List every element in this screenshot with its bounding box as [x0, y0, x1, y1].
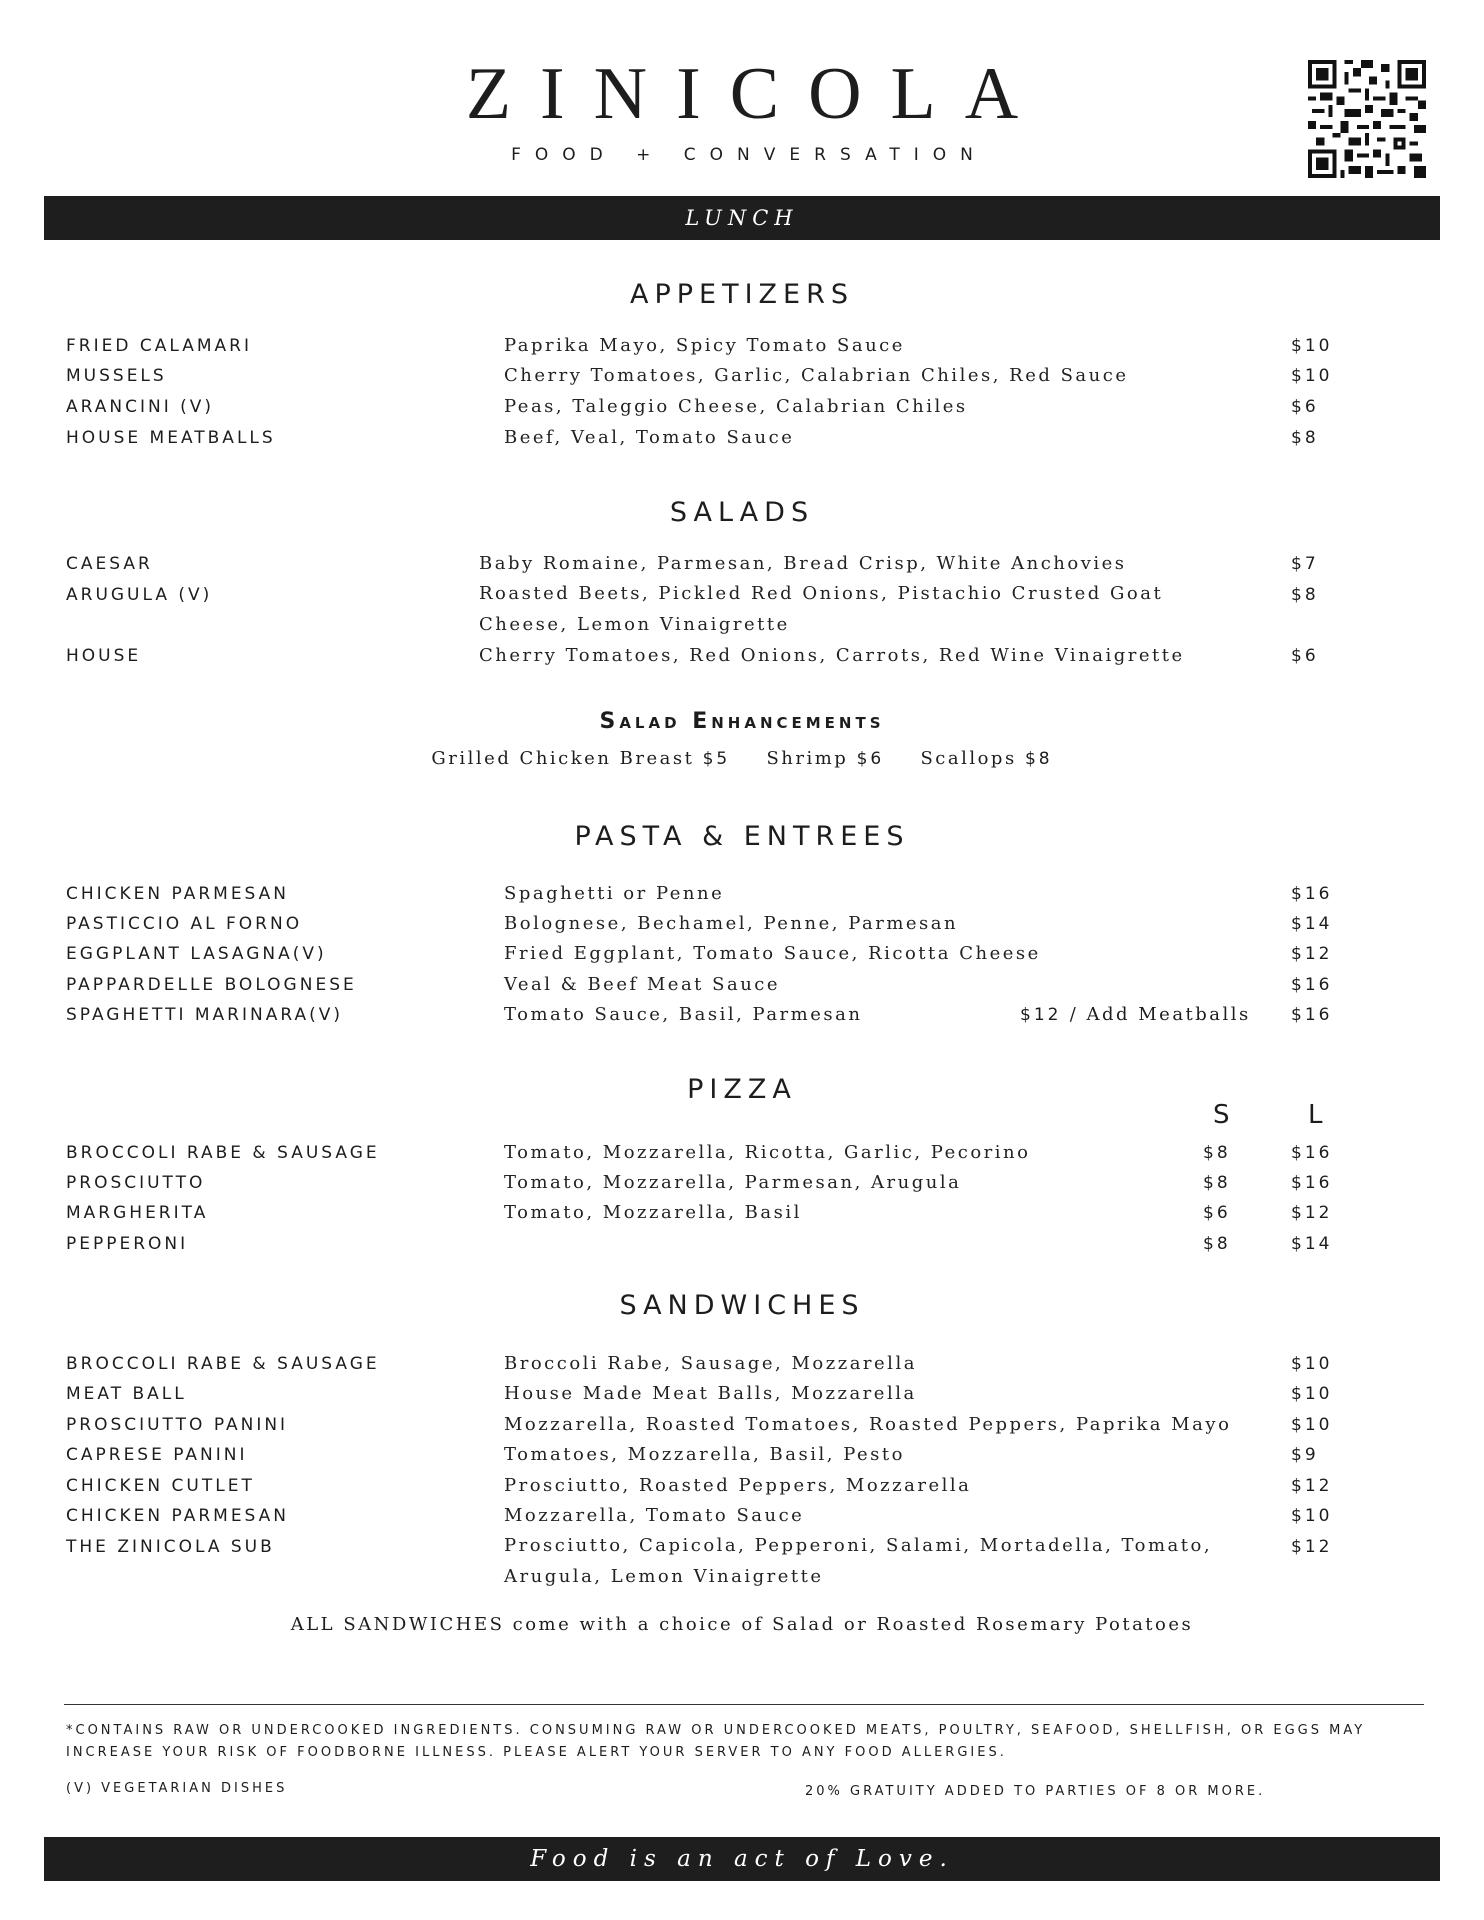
menu-item: [0, 1234, 1484, 1264]
brand-tagline: FOOD + CONVERSATION: [511, 145, 987, 165]
item-description: Broccoli Rabe, Sausage, Mozzarella: [504, 1353, 917, 1374]
item-price: $7: [1291, 554, 1319, 574]
menu-item: [0, 397, 1484, 427]
item-price-small: $8: [1203, 1173, 1231, 1193]
item-name: ARUGULA (V): [66, 585, 213, 605]
enhancements-line: [0, 748, 1484, 769]
item-description: Veal & Beef Meat Sauce: [504, 974, 781, 995]
item-price: $16: [1291, 975, 1333, 995]
item-name: HOUSE: [66, 646, 142, 666]
menu-item: [0, 1445, 1484, 1475]
item-description: Paprika Mayo, Spicy Tomato Sauce: [504, 335, 905, 356]
enhancement-price: $5: [702, 749, 731, 769]
item-price: $10: [1291, 1384, 1333, 1404]
menu-item: [0, 428, 1484, 458]
size-large-header: L: [1308, 1100, 1323, 1130]
item-name: CAESAR: [66, 554, 153, 574]
gratuity-note: 20% GRATUITY ADDED TO PARTIES OF 8 OR MORE.: [805, 1784, 1266, 1799]
menu-item: [0, 1203, 1484, 1233]
item-name: CAPRESE PANINI: [66, 1445, 248, 1465]
item-price-large: $14: [1291, 1234, 1333, 1254]
item-price: $16: [1291, 884, 1333, 904]
item-name: MARGHERITA: [66, 1203, 209, 1223]
item-price: $10: [1291, 1506, 1333, 1526]
menu-item: [0, 914, 1484, 944]
raw-food-disclaimer: *CONTAINS RAW OR UNDERCOOKED INGREDIENTS. CONSUMING RAW OR UNDERCOOKED MEATS, POULTRY, SEAFOOD, SHELLFISH, OR EGGS MAY INCREASE YOUR RISK OF FOODBORNE ILLNESS. PLEASE ALERT YOUR SERVER TO ANY FOOD ALLERGIES.: [66, 1723, 1366, 1760]
item-price: $16: [1291, 1005, 1333, 1025]
item-price-small: $6: [1203, 1203, 1231, 1223]
qr-code-icon[interactable]: [1308, 60, 1426, 178]
item-description: Tomato, Mozzarella, Ricotta, Garlic, Pecorino: [504, 1142, 1031, 1163]
item-price: $12: [1291, 1537, 1333, 1557]
item-price: $12: [1291, 1476, 1333, 1496]
menu-item: [0, 1005, 1484, 1035]
enhancement-name: Grilled Chicken Breast: [431, 748, 695, 769]
item-name: HOUSE MEATBALLS: [66, 428, 276, 448]
item-description: Prosciutto, Roasted Peppers, Mozzarella: [504, 1475, 972, 1496]
menu-item: [0, 884, 1484, 914]
item-price-large: $12: [1291, 1203, 1333, 1223]
item-description: Peas, Taleggio Cheese, Calabrian Chiles: [504, 396, 968, 417]
section-title-sandwiches: SANDWICHES: [619, 1290, 865, 1321]
item-name: MEAT BALL: [66, 1384, 187, 1404]
item-base-price: $12: [1020, 1005, 1062, 1025]
enhancement-price: $6: [856, 749, 885, 769]
item-name: PASTICCIO AL FORNO: [66, 914, 303, 934]
item-description: Roasted Beets, Pickled Red Onions, Pistachio Crusted Goat Cheese, Lemon Vinaigrette: [479, 583, 1164, 635]
item-description: Mozzarella, Tomato Sauce: [504, 1505, 805, 1526]
menu-item: [0, 944, 1484, 974]
item-name: PEPPERONI: [66, 1234, 189, 1254]
menu-item: [0, 1476, 1484, 1506]
footer-slogan: Food is an act of Love.: [44, 1837, 1440, 1881]
size-small-header: S: [1213, 1100, 1230, 1130]
item-price: $9: [1291, 1445, 1319, 1465]
item-name: FRIED CALAMARI: [66, 336, 252, 356]
enhancement-price: $8: [1024, 749, 1053, 769]
menu-item: [0, 1354, 1484, 1384]
menu-item: [0, 1143, 1484, 1173]
section-title-pasta: PASTA & ENTREES: [574, 821, 910, 852]
menu-item: [0, 1415, 1484, 1445]
item-description: Fried Eggplant, Tomato Sauce, Ricotta Cheese: [504, 943, 1041, 964]
item-price-large: $16: [1291, 1173, 1333, 1193]
item-name: THE ZINICOLA SUB: [66, 1537, 275, 1557]
item-price-small: $8: [1203, 1234, 1231, 1254]
enhancement-name: Scallops: [920, 748, 1017, 769]
menu-item: [0, 336, 1484, 366]
brand-name: ZINICOLA: [465, 53, 1048, 135]
item-name: PAPPARDELLE BOLOGNESE: [66, 975, 357, 995]
section-title-enhancements: Salad Enhancements: [599, 709, 885, 734]
item-price: $12: [1291, 944, 1333, 964]
item-addon-label: / Add Meatballs: [1069, 1004, 1251, 1025]
item-name: ARANCINI (V): [66, 397, 215, 417]
item-name: SPAGHETTI MARINARA(V): [66, 1005, 343, 1025]
item-description: Tomatoes, Mozzarella, Basil, Pesto: [504, 1444, 905, 1465]
item-description: Mozzarella, Roasted Tomatoes, Roasted Peppers, Paprika Mayo: [504, 1414, 1232, 1435]
item-description: Cherry Tomatoes, Red Onions, Carrots, Red Wine Vinaigrette: [479, 645, 1185, 666]
item-name: CHICKEN CUTLET: [66, 1476, 255, 1496]
item-description: Baby Romaine, Parmesan, Bread Crisp, White Anchovies: [479, 553, 1127, 574]
item-name: BROCCOLI RABE & SAUSAGE: [66, 1354, 380, 1374]
item-name: EGGPLANT LASAGNA(V): [66, 944, 327, 964]
section-title-pizza: PIZZA: [687, 1074, 797, 1105]
item-description: House Made Meat Balls, Mozzarella: [504, 1383, 917, 1404]
vegetarian-legend: (V) VEGETARIAN DISHES: [66, 1781, 288, 1796]
section-title-salads: SALADS: [669, 497, 815, 528]
item-price: $10: [1291, 366, 1333, 386]
menu-item: [0, 1173, 1484, 1203]
item-price: $6: [1291, 646, 1319, 666]
item-extra: [1020, 1004, 1251, 1025]
sandwich-note: ALL SANDWICHES come with a choice of Salad or Roasted Rosemary Potatoes: [290, 1614, 1194, 1635]
item-price: $14: [1291, 914, 1333, 934]
item-description: Spaghetti or Penne: [504, 883, 725, 904]
item-name: PROSCIUTTO: [66, 1173, 206, 1193]
item-name: MUSSELS: [66, 366, 167, 386]
item-name: BROCCOLI RABE & SAUSAGE: [66, 1143, 380, 1163]
item-name: CHICKEN PARMESAN: [66, 884, 290, 904]
footer-divider: [64, 1704, 1424, 1705]
item-description: Beef, Veal, Tomato Sauce: [504, 427, 795, 448]
item-price: $8: [1291, 585, 1319, 605]
item-price: $10: [1291, 1354, 1333, 1374]
item-price: $6: [1291, 397, 1319, 417]
item-price: $10: [1291, 336, 1333, 356]
menu-item: [0, 583, 1484, 635]
menu-item: [0, 646, 1484, 676]
item-price-small: $8: [1203, 1143, 1231, 1163]
menu-item: [0, 1384, 1484, 1414]
item-description: Bolognese, Bechamel, Penne, Parmesan: [504, 913, 959, 934]
item-name: PROSCIUTTO PANINI: [66, 1415, 289, 1435]
item-price: $10: [1291, 1415, 1333, 1435]
section-title-appetizers: APPETIZERS: [629, 279, 854, 310]
enhancement-name: Shrimp: [766, 748, 849, 769]
item-description: Tomato Sauce, Basil, Parmesan: [504, 1004, 863, 1025]
menu-item: [0, 366, 1484, 396]
item-description: Cherry Tomatoes, Garlic, Calabrian Chiles, Red Sauce: [504, 365, 1129, 386]
item-description: Tomato, Mozzarella, Basil: [504, 1202, 802, 1223]
menu-item: [0, 975, 1484, 1005]
item-price-large: $16: [1291, 1143, 1333, 1163]
menu-item: [0, 1535, 1484, 1587]
item-description: Prosciutto, Capicola, Pepperoni, Salami, Mortadella, Tomato, Arugula, Lemon Vinaigrette: [504, 1535, 1213, 1587]
meal-band: LUNCH: [44, 196, 1440, 240]
item-name: CHICKEN PARMESAN: [66, 1506, 290, 1526]
item-price: $8: [1291, 428, 1319, 448]
item-description: Tomato, Mozzarella, Parmesan, Arugula: [504, 1172, 962, 1193]
